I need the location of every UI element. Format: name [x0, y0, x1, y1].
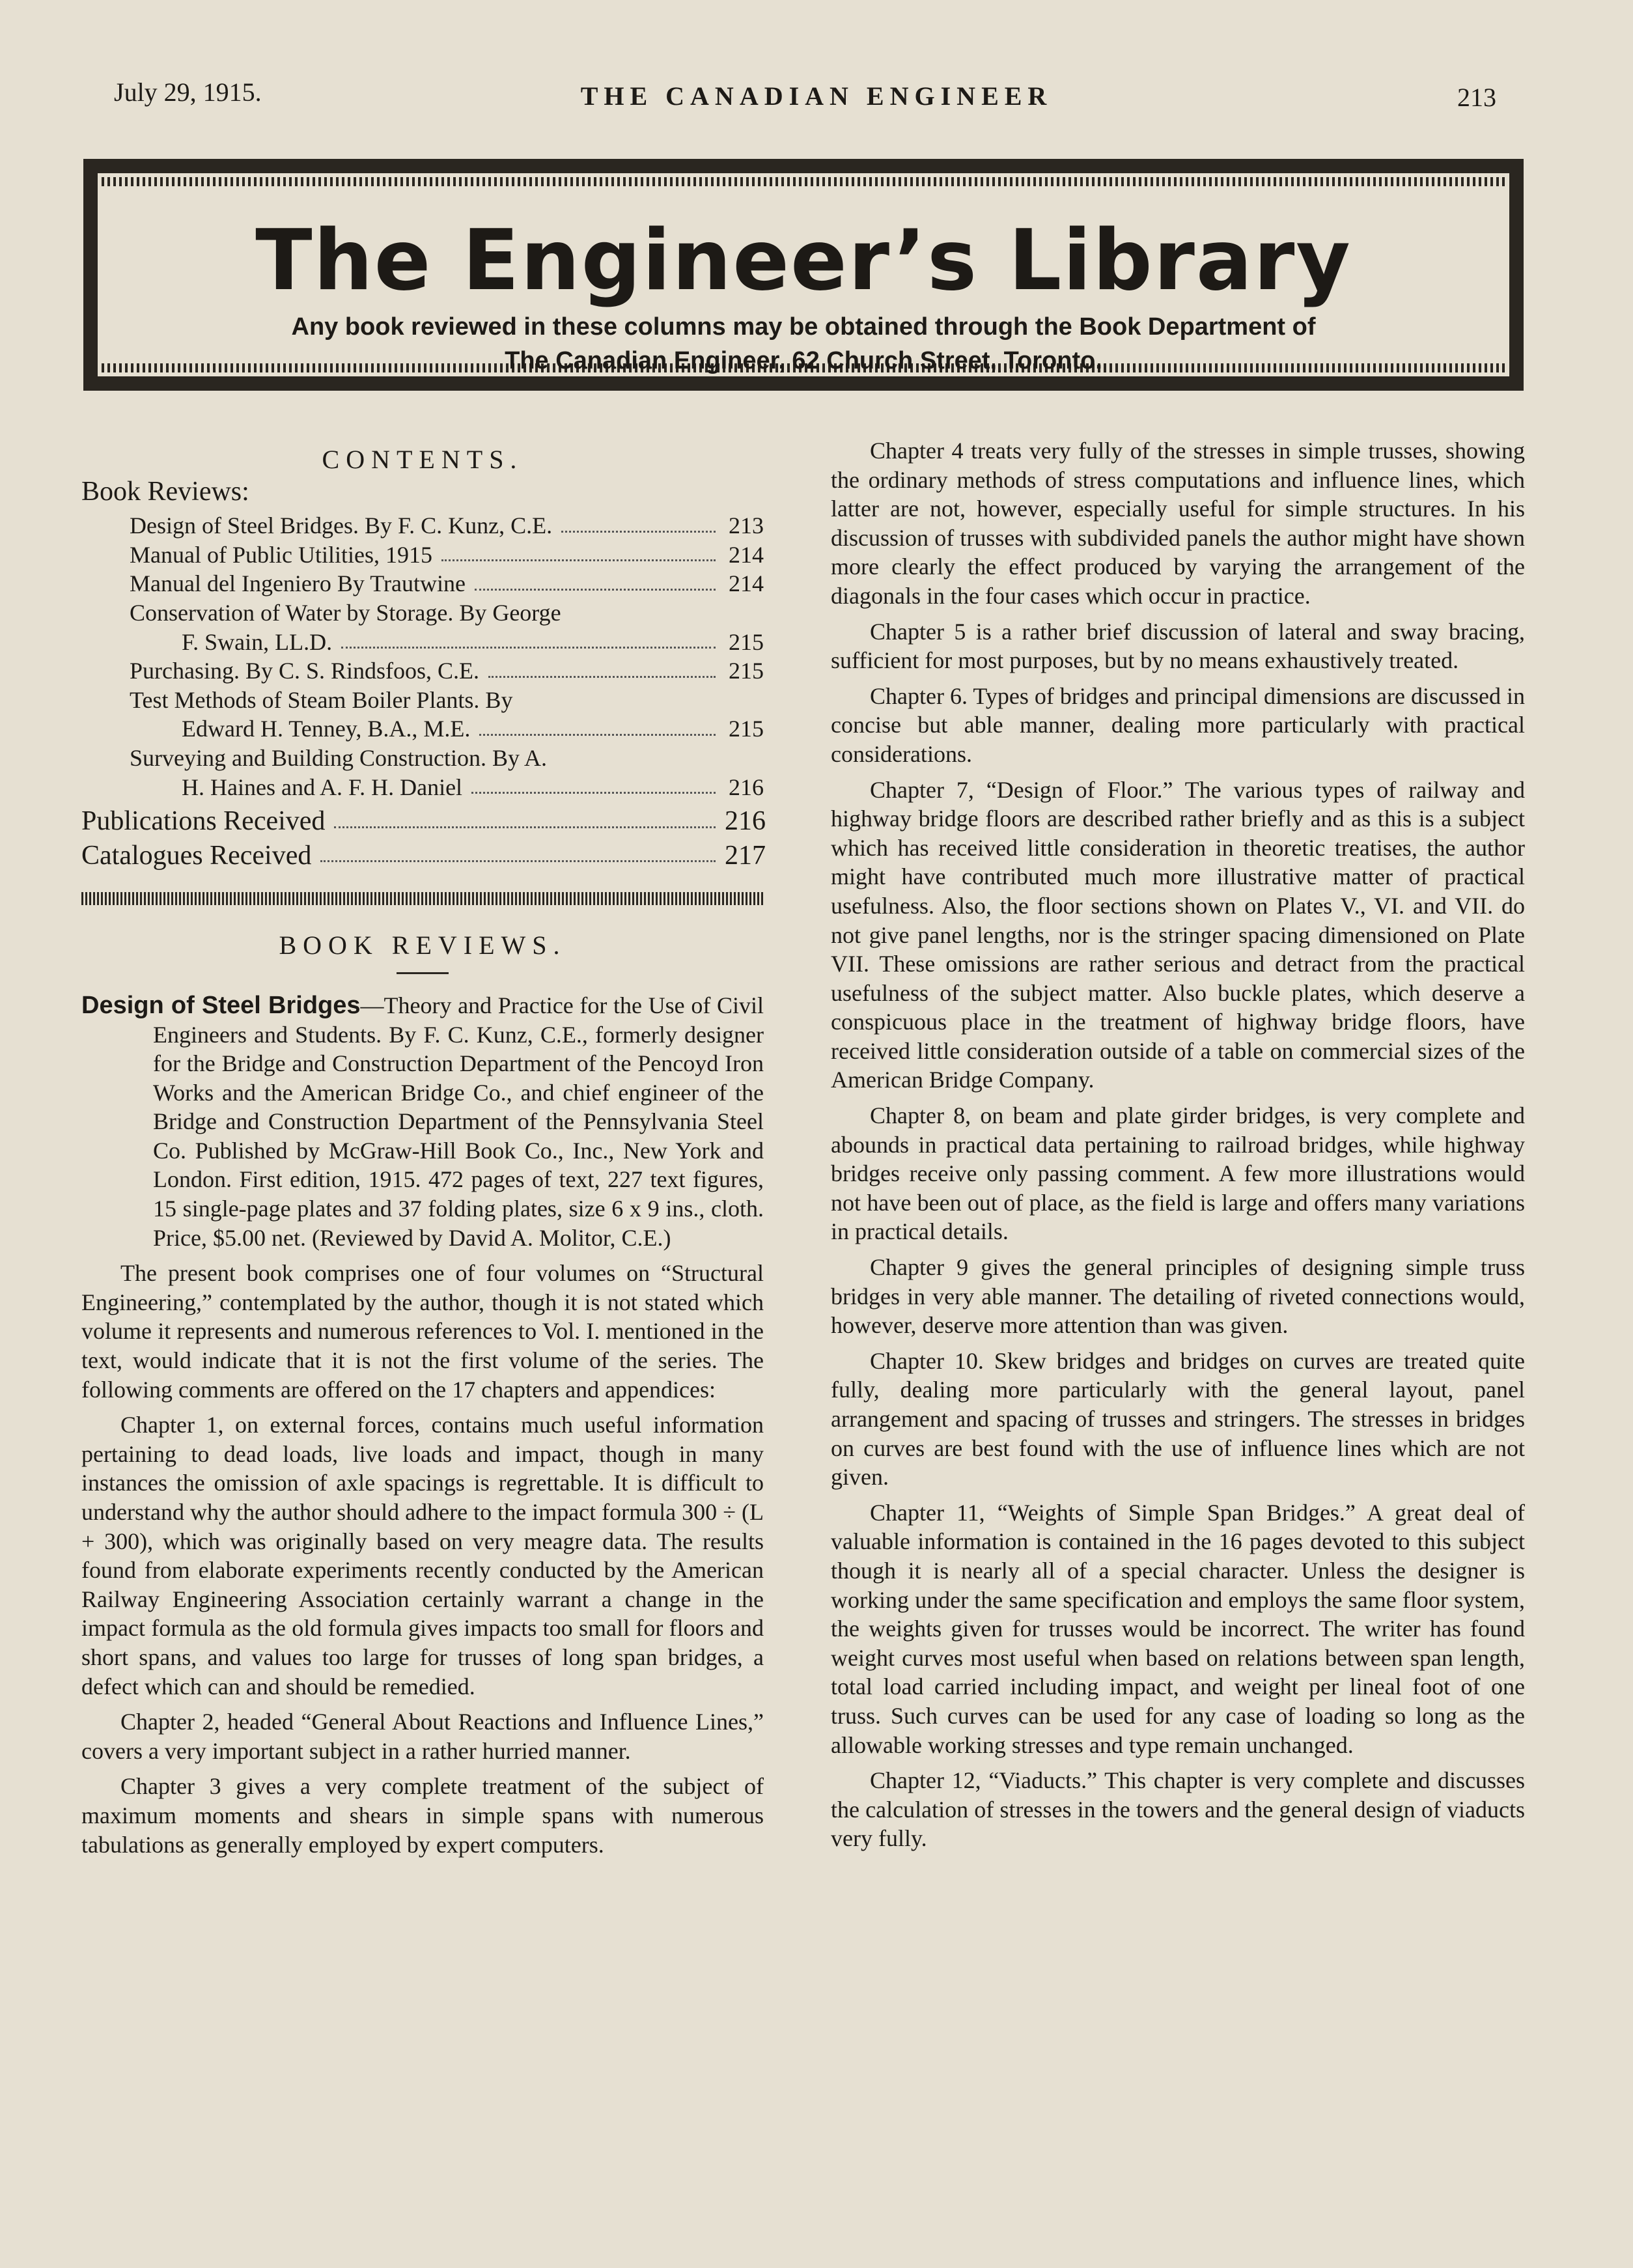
- toc-item-title-cont: F. Swain, LL.D.: [182, 628, 333, 655]
- toc-item: [81, 656, 764, 686]
- toc-item-title: Catalogues Received: [81, 840, 312, 871]
- toc-item-title: Conservation of Water by Storage. By George: [130, 599, 561, 626]
- review-paragraph: Chapter 11, “Weights of Simple Span Bridges.” A great deal of valuable information is contained in the 16 pages devoted to this subject though it is nearly all of a special character. Unless the designer is working under the same specification and employs the same floor system, the weights given for trusses would be incorrect. The writer has found weight curves most useful when based on relations between span length, total load carried including impact, and weight per lineal foot of one truss. Such curves can be used for any case of loading so long as the allowable working stresses and type remain unchanged.: [831, 1499, 1525, 1758]
- toc-publications-received: [81, 807, 764, 836]
- toc-item-title-cont: H. Haines and A. F. H. Daniel: [182, 774, 463, 800]
- review-paragraph: Chapter 3 gives a very complete treatment of the subject of maximum moments and shears in simple spans with numerous tabulations as generally employed by expert computers.: [81, 1773, 764, 1858]
- toc-item-page: 216: [729, 774, 764, 800]
- review-paragraph: Chapter 1, on external forces, contains much useful information pertaining to dead loads, live loads and impact, though in many instances the omission of axle spacings is regrettable. It is difficult to understand why the author should adhere to the impact formula 300 ÷ (L + 300), which was originally based on very meagre data. The results found from elaborate experiments recently conducted by the American Railway Engineering Association certainly warrant a change in the impact formula as the old formula gives impacts too small for floors and short spans, and values too large for trusses of long span bridges, a defect which can and should be remedied.: [81, 1412, 764, 1700]
- toc-leader: [479, 734, 716, 736]
- toc-item-page: 217: [725, 840, 766, 871]
- toc-leader: [561, 531, 716, 533]
- review-paragraph: Chapter 6. Types of bridges and principal dimensions are discussed in concise but able manner, dealing more particularly with practical considerations.: [831, 682, 1525, 767]
- running-header-page-number: 213: [1457, 83, 1496, 112]
- review-paragraph: The present book comprises one of four volumes on “Structural Engineering,” contemplated by the author, though it is not stated which volume it represents and numerous references to Vol. I. mentioned in the text, would indicate that it is not the first volume of the series. The following comments are offered on the 17 chapters and appendices:: [81, 1260, 764, 1403]
- banner-subtitle-line-2: The Canadian Engineer, 62 Church Street, Toronto.: [505, 347, 1102, 374]
- short-rule: [397, 972, 449, 974]
- banner-subtitle-line-1: Any book reviewed in these columns may be obtained through the Book Department of: [291, 313, 1316, 341]
- toc-item-continuation: [81, 628, 764, 657]
- review-paragraph: Chapter 12, “Viaducts.” This chapter is very complete and discusses the calculation of stresses in the towers and the general design of viaducts very fully.: [831, 1767, 1525, 1852]
- toc-item-continuation: [81, 773, 764, 802]
- toc-item-title: Design of Steel Bridges. By F. C. Kunz, C.E.: [130, 512, 553, 539]
- toc-item-title: Manual del Ingeniero By Trautwine: [130, 570, 466, 597]
- toc-item-page: 215: [729, 716, 764, 742]
- toc-item-title: Surveying and Building Construction. By A.: [130, 744, 548, 771]
- review-paragraph: Chapter 9 gives the general principles of designing simple truss bridges in very able manner. The detailing of riveted connections would, however, deserve more attention than was given.: [831, 1254, 1525, 1339]
- toc-item: [81, 686, 764, 715]
- toc-item-page: 215: [729, 628, 764, 655]
- review-paragraph: Chapter 7, “Design of Floor.” The various types of railway and highway bridge floors are described rather briefly and as this is a subject which has received little consideration in theoretic treatises, the author might have contributed much more illustrative matter of practical usefulness. Also, the floor sections shown on Plates V., VI. and VII. do not give panel lengths, nor is the stringer spacing dimensioned on Plate VII. These omissions are rather serious and detract from the practical usefulness of the subject matter. Also buckle plates, which deserve a conspicuous place in the treatment of highway bridge floors, have received little consideration outside of a table on commercial sizes of the American Bridge Company.: [831, 776, 1525, 1093]
- toc-leader: [320, 860, 716, 862]
- right-column: [831, 436, 1525, 1860]
- banner-subtitle: [98, 310, 1509, 378]
- running-header-journal: THE CANADIAN ENGINEER: [580, 81, 1053, 111]
- toc-leader: [471, 792, 716, 794]
- engineers-library-banner: [83, 159, 1524, 391]
- toc-item-title: Test Methods of Steam Boiler Plants. By: [130, 686, 513, 713]
- review-title: Design of Steel Bridges: [81, 991, 361, 1019]
- toc-item-page: 214: [729, 570, 764, 597]
- ornamental-rule: [81, 892, 764, 905]
- toc-item: [81, 569, 764, 598]
- banner-title: The Engineer’s Library: [255, 212, 1352, 309]
- toc-item-continuation: [81, 714, 764, 744]
- toc-item-title-cont: Edward H. Tenney, B.A., M.E.: [182, 716, 471, 742]
- toc-item-page: 214: [729, 541, 764, 568]
- toc-leader: [488, 676, 716, 678]
- contents-book-reviews-label: Book Reviews:: [81, 476, 249, 507]
- toc-leader: [341, 647, 716, 649]
- review-paragraph: Chapter 10. Skew bridges and bridges on curves are treated quite fully, dealing more particularly with the general layout, panel arrangement and spacing of trusses and stringers. The stresses in bridges on curves are best found with the use of influence lines which are not given.: [831, 1347, 1525, 1491]
- review-citation: [81, 991, 764, 1252]
- toc-item: [81, 744, 764, 773]
- banner-ornament-top: [102, 177, 1505, 186]
- toc-item: [81, 511, 764, 540]
- review-paragraph: Chapter 5 is a rather brief discussion of lateral and sway bracing, sufficient for most purposes, but by no means exhaustively treated.: [831, 618, 1525, 674]
- toc-item: [81, 540, 764, 570]
- toc-leader: [441, 559, 716, 561]
- left-column: [81, 436, 764, 1866]
- toc-leader: [475, 589, 716, 591]
- toc-leader: [334, 826, 716, 828]
- toc-item-page: 216: [725, 806, 766, 837]
- toc-item-title: Publications Received: [81, 806, 326, 837]
- review-paragraph: Chapter 8, on beam and plate girder bridges, is very complete and abounds in practical data pertaining to railroad bridges, while highway bridges receive only passing comment. A few more illustrations would not have been out of place, as the field is large and offers many variations in practical details.: [831, 1102, 1525, 1245]
- running-header-date: July 29, 1915.: [114, 77, 262, 107]
- review-paragraph: Chapter 2, headed “General About Reactions and Influence Lines,” covers a very important subject in a rather hurried manner.: [81, 1709, 764, 1764]
- toc-item-title: Purchasing. By C. S. Rindsfoos, C.E.: [130, 658, 480, 684]
- book-reviews-heading: BOOK REVIEWS.: [279, 931, 566, 960]
- review-citation-text: —Theory and Practice for the Use of Civil Engineers and Students. By F. C. Kunz, C.E., formerly designer for the Bridge and Construction Department of the Pencoyd Iron Works and the American Bridge Co., and chief engineer of the Bridge and Construction Department of the Pennsylvania Steel Co. Published by McGraw-Hill Book Co., Inc., New York and London. First edition, 1915. 472 pages of text, 227 text figures, 15 single-page plates and 37 folding plates, size 6 x 9 ins., cloth. Price, $5.00 net. (Reviewed by David A. Molitor, C.E.): [153, 992, 764, 1251]
- review-paragraph: Chapter 4 treats very fully of the stresses in simple trusses, showing the ordinary methods of stress computations and influence lines, which latter are not, however, especially useful for simple structures. In his discussion of trusses with subdivided panels the author might have shown more clearly the effect produced by varying the arrangement of the diagonals in the four cases which occur in practice.: [831, 438, 1525, 609]
- contents-heading: CONTENTS.: [322, 445, 523, 474]
- toc-item-page: 215: [729, 658, 764, 684]
- toc-item-title: Manual of Public Utilities, 1915: [130, 541, 432, 568]
- toc-item: [81, 598, 764, 628]
- toc-item-page: 213: [729, 512, 764, 539]
- toc-catalogues-received: [81, 841, 764, 871]
